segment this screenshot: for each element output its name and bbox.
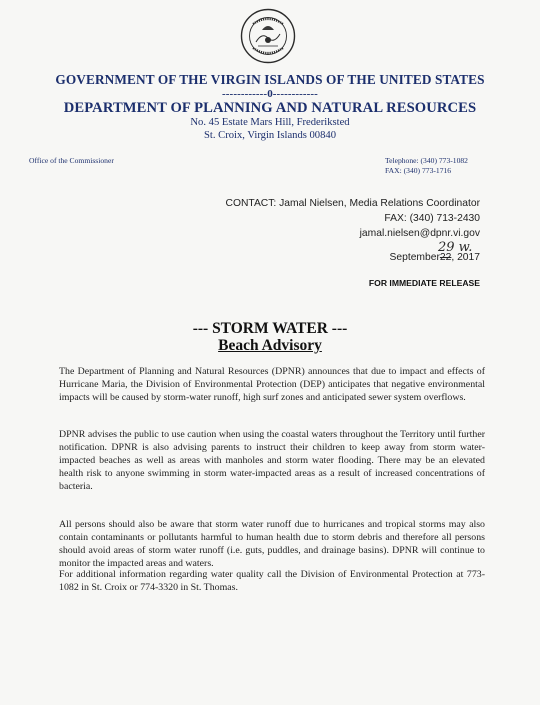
advisory-title: --- STORM WATER --- (192, 320, 348, 337)
government-seal-icon (240, 8, 296, 64)
date-struck-day: 22 (439, 252, 452, 263)
body-paragraph-4: For additional information regarding water quality call the Division of Environmental Protection at 773-1082 in St. Croix or 774-3320 in St. Thomas. (59, 569, 485, 593)
telephone-line: Telephone: (340) 773-1082 (385, 156, 468, 165)
department-name: DEPARTMENT OF PLANNING AND NATURAL RESOURCES (63, 100, 477, 116)
fax-line: FAX: (340) 773-1716 (385, 166, 452, 175)
government-name: GOVERNMENT OF THE VIRGIN ISLANDS OF THE UNITED STATES (55, 72, 485, 87)
address-line-2: St. Croix, Virgin Islands 00840 (204, 130, 336, 141)
header-separator: ------------0------------ (222, 88, 318, 100)
office-label: Office of the Commissioner (29, 156, 114, 165)
body-paragraph-1: The Department of Planning and Natural Resources (DPNR) announces that due to impact and effects of Hurricane Maria, the Division of Environmental Protection (DEP) anticipates that negative environmental impacts will be caused by storm-water runoff, high surf zones and anticipated sewer system overflows. (59, 366, 485, 403)
contact-name: CONTACT: Jamal Nielsen, Media Relations Coordinator (225, 198, 480, 209)
address-line-1: No. 45 Estate Mars Hill, Frederiksted (190, 117, 350, 128)
advisory-subtitle-text: Beach Advisory (218, 337, 322, 354)
body-paragraph-2: DPNR advises the public to use caution when using the coastal waters throughout the Territory until further notification. DPNR is also advising parents to instruct their children to keep away from storm water-impacted beaches as well as areas with manholes and storm water flooding. There may be an elevated health risk to anyone swimming in storm water-impacted areas as a result of increased concentrations of bacteria. (59, 429, 485, 492)
contact-fax: FAX: (340) 713-2430 (384, 213, 480, 224)
contact-email: jamal.nielsen@dpnr.vi.gov (359, 228, 480, 239)
handwritten-date: 29 w. (438, 240, 473, 255)
advisory-subtitle (0, 337, 540, 355)
date-year: , 2017 (451, 252, 480, 263)
release-label: FOR IMMEDIATE RELEASE (368, 278, 480, 288)
release-date (390, 252, 480, 263)
date-month: September (389, 252, 440, 263)
body-paragraph-3: All persons should also be aware that storm water runoff due to hurricanes and tropical storms may also contain contaminants or pollutants harmful to human health due to storm debris and therefore all persons should avoid areas of storm water runoff (i.e. guts, puddles, and drainage basins). DPNR will continue to monitor the impacted areas and waters. (59, 519, 485, 569)
